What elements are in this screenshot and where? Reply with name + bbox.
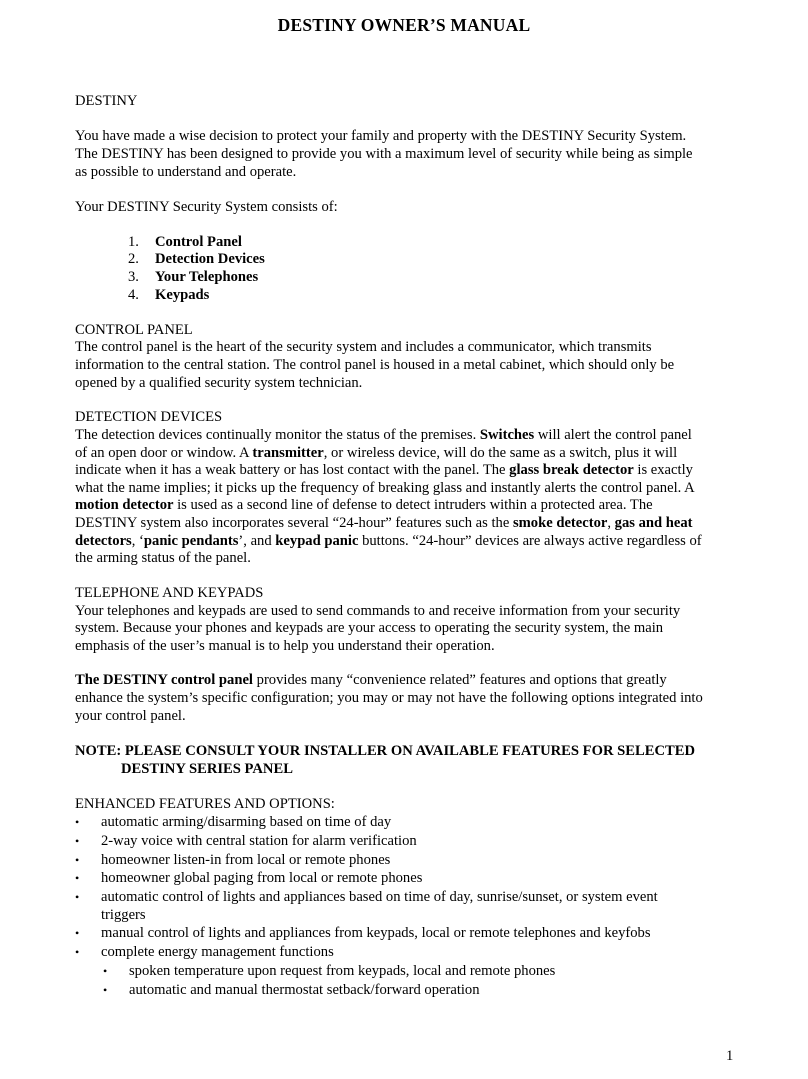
destiny-intro-line-1: You have made a wise decision to protect your family and property with the DESTINY Security System. (75, 128, 687, 144)
detection-heading: DETECTION DEVICES (75, 409, 223, 425)
list-label: Control Panel (155, 234, 242, 250)
bullet-icon: • (103, 983, 108, 997)
bullet-icon: • (75, 834, 80, 848)
list-item-text: triggers (101, 907, 146, 923)
telephone-line-3: emphasis of the user’s manual is to help you understand their operation. (75, 638, 495, 654)
page-number: 1 (726, 1048, 734, 1064)
detection-line-8: the arming status of the panel. (75, 550, 251, 566)
note-line-1: NOTE: PLEASE CONSULT YOUR INSTALLER ON AVAILABLE FEATURES FOR SELECTED (75, 743, 695, 759)
list-item-text: homeowner global paging from local or remote phones (101, 870, 423, 886)
list-label: Keypads (155, 287, 210, 303)
telephone-heading: TELEPHONE AND KEYPADS (75, 585, 264, 601)
list-number: 3. (128, 269, 139, 285)
bullet-icon: • (75, 815, 80, 829)
bullet-icon: • (75, 926, 80, 940)
list-number: 2. (128, 251, 139, 267)
bullet-icon: • (75, 871, 80, 885)
list-number: 1. (128, 234, 139, 250)
control-panel-line-3: opened by a qualified security system technician. (75, 375, 363, 391)
destiny-heading: DESTINY (75, 93, 138, 109)
bullet-icon: • (75, 890, 80, 904)
control-panel-line-2: information to the central station. The control panel is housed in a metal cabinet, which should only be (75, 357, 675, 373)
list-item-text: automatic and manual thermostat setback/forward operation (129, 982, 480, 998)
detection-line-3: indicate when it has a weak battery or has lost contact with the panel. The glass break detector is exactly (75, 462, 693, 478)
detection-line-7: detectors, ‘panic pendants’, and keypad panic buttons. “24-hour” devices are always active regardless of (75, 533, 702, 549)
list-item-text: manual control of lights and appliances from keypads, local or remote telephones and keyfobs (101, 925, 651, 941)
detection-line-1: The detection devices continually monitor the status of the premises. Switches will alert the control panel (75, 427, 692, 443)
list-item-text: complete energy management functions (101, 944, 334, 960)
note-line-2: DESTINY SERIES PANEL (121, 761, 293, 777)
list-label: Detection Devices (155, 251, 265, 267)
list-item-text: spoken temperature upon request from keypads, local and remote phones (129, 963, 556, 979)
telephone-line-2: system. Because your phones and keypads are your access to operating the security system, the main (75, 620, 664, 636)
convenience-line-1: The DESTINY control panel provides many “convenience related” features and options that greatly (75, 672, 667, 688)
convenience-line-3: your control panel. (75, 708, 186, 724)
bullet-icon: • (103, 964, 108, 978)
destiny-intro-line-3: as possible to understand and operate. (75, 164, 297, 180)
detection-line-5: motion detector is used as a second line of defense to detect intruders within a protected area. The (75, 497, 653, 513)
list-item-text: automatic control of lights and appliances based on time of day, sunrise/sunset, or system event (101, 889, 658, 905)
document-title: DESTINY OWNER’S MANUAL (277, 15, 531, 35)
destiny-intro-line-2: The DESTINY has been designed to provide you with a maximum level of security while being as simple (75, 146, 693, 162)
bullet-icon: • (75, 945, 80, 959)
list-item-text: homeowner listen-in from local or remote phones (101, 852, 391, 868)
detection-line-6: DESTINY system also incorporates several “24-hour” features such as the smoke detector, gas and heat (75, 515, 693, 531)
convenience-line-2: enhance the system’s specific configuration; you may or may not have the following options integrated into (75, 690, 703, 706)
detection-line-4: what the name implies; it picks up the frequency of breaking glass and instantly alerts the control panel. A (75, 480, 695, 496)
telephone-line-1: Your telephones and keypads are used to send commands to and receive information from your security (75, 603, 681, 619)
list-item-text: 2-way voice with central station for alarm verification (101, 833, 417, 849)
list-number: 4. (128, 287, 139, 303)
control-panel-heading: CONTROL PANEL (75, 322, 193, 338)
control-panel-line-1: The control panel is the heart of the security system and includes a communicator, which transmits (75, 339, 652, 355)
consists-of-text: Your DESTINY Security System consists of: (75, 199, 338, 215)
bullet-icon: • (75, 853, 80, 867)
enhanced-heading: ENHANCED FEATURES AND OPTIONS: (75, 796, 335, 812)
list-label: Your Telephones (155, 269, 259, 285)
detection-line-2: of an open door or window. A transmitter, or wireless device, will do the same as a switch, plus it will (75, 445, 678, 461)
list-item-text: automatic arming/disarming based on time of day (101, 814, 392, 830)
